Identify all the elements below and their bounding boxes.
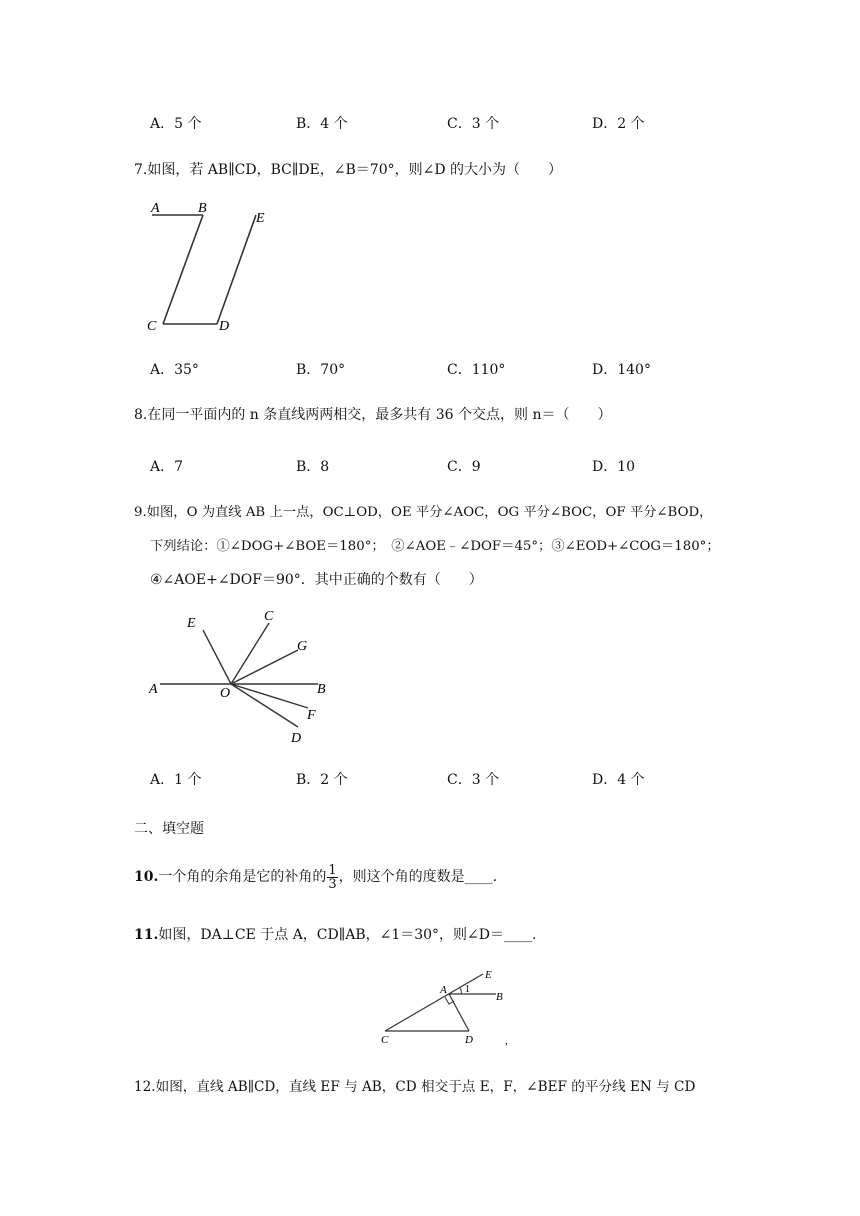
q7-option-d: D．140° bbox=[592, 362, 651, 378]
section-title: 二、填空题 bbox=[134, 821, 204, 837]
label-b: B bbox=[317, 682, 326, 697]
label-e: E bbox=[187, 616, 196, 631]
q11-number: 11. bbox=[134, 927, 159, 943]
q6-option-c: C．3 个 bbox=[447, 116, 500, 132]
ray-oe bbox=[203, 630, 231, 684]
q9-stem-line-2: 下列结论：①∠DOG+∠BOE＝180°； ②∠AOE﹣∠DOF＝45°；③∠EOD+∠COG＝180°； bbox=[150, 539, 720, 554]
label-c: C bbox=[264, 609, 274, 624]
q8-stem: 8.在同一平面内的 n 条直线两两相交，最多共有 36 个交点，则 n＝（ ） bbox=[134, 407, 612, 423]
q9-option-b: B．2 个 bbox=[296, 772, 348, 788]
q9-figure bbox=[140, 600, 340, 750]
label-a: A bbox=[149, 682, 158, 697]
q9-option-a: A．1 个 bbox=[150, 772, 202, 788]
label-b: B bbox=[198, 201, 207, 216]
label-angle-1: 1 bbox=[465, 984, 470, 995]
q11-figure bbox=[375, 962, 525, 1052]
label-b: B bbox=[496, 991, 503, 1003]
label-d: D bbox=[219, 319, 230, 334]
q11-text: 如图，DA⊥CE 于点 A，CD∥AB，∠1＝30°，则∠D＝____. bbox=[158, 927, 537, 943]
q10-stem bbox=[134, 860, 497, 894]
trailing-comma: , bbox=[505, 1035, 508, 1047]
q9-option-c: C．3 个 bbox=[447, 772, 500, 788]
q8-option-d: D．10 bbox=[592, 459, 636, 475]
fraction-numerator: 1 bbox=[328, 862, 337, 878]
label-c: C bbox=[147, 319, 157, 334]
label-e: E bbox=[256, 211, 265, 226]
angle-arc bbox=[460, 988, 461, 994]
q10-text-before: 一个角的余角是它的补角的 bbox=[158, 869, 327, 885]
line-ce bbox=[385, 974, 483, 1031]
q8-option-b: B．8 bbox=[296, 459, 330, 475]
q11-stem bbox=[134, 925, 536, 945]
label-a: A bbox=[151, 201, 160, 216]
q6-option-d: D．2 个 bbox=[592, 116, 645, 132]
q6-option-b: B．4 个 bbox=[296, 116, 348, 132]
label-g: G bbox=[297, 639, 308, 654]
segment-de bbox=[217, 215, 256, 324]
fraction-denominator: 3 bbox=[328, 876, 337, 892]
q7-option-c: C．110° bbox=[447, 362, 506, 378]
q6-option-a: A．5 个 bbox=[150, 116, 202, 132]
segment-bc bbox=[163, 215, 203, 324]
q10-fraction bbox=[327, 864, 337, 891]
ray-od bbox=[231, 684, 298, 727]
q7-figure bbox=[140, 195, 280, 340]
segment-ad bbox=[449, 994, 469, 1031]
q10-text-after: ，则这个角的度数是____. bbox=[338, 869, 498, 885]
label-e: E bbox=[485, 969, 492, 981]
label-c: C bbox=[381, 1034, 389, 1046]
q8-option-a: A．7 bbox=[150, 459, 184, 475]
q7-option-a: A．35° bbox=[150, 362, 199, 378]
q10-number: 10. bbox=[134, 869, 159, 885]
q7-option-b: B．70° bbox=[296, 362, 346, 378]
q9-stem-line-1: 9.如图，O 为直线 AB 上一点，OC⊥OD，OE 平分∠AOC，OG 平分∠BOC，OF 平分∠BOD， bbox=[134, 505, 713, 520]
q9-stem-line-3: ④∠AOE+∠DOF＝90°．其中正确的个数有（ ） bbox=[150, 572, 483, 588]
q9-option-d: D．4 个 bbox=[592, 772, 645, 788]
q12-stem: 12.如图，直线 AB∥CD，直线 EF 与 AB，CD 相交于点 E，F，∠BEF 的平分线 EN 与 CD bbox=[134, 1079, 696, 1095]
label-f: F bbox=[307, 708, 316, 723]
label-o: O bbox=[220, 686, 231, 701]
label-d: D bbox=[291, 731, 302, 746]
q8-option-c: C．9 bbox=[447, 459, 481, 475]
q7-stem: 7.如图，若 AB∥CD，BC∥DE，∠B＝70°，则∠D 的大小为（ ） bbox=[134, 162, 563, 178]
label-d: D bbox=[465, 1034, 473, 1046]
ray-of bbox=[231, 684, 308, 708]
label-a: A bbox=[440, 984, 447, 996]
